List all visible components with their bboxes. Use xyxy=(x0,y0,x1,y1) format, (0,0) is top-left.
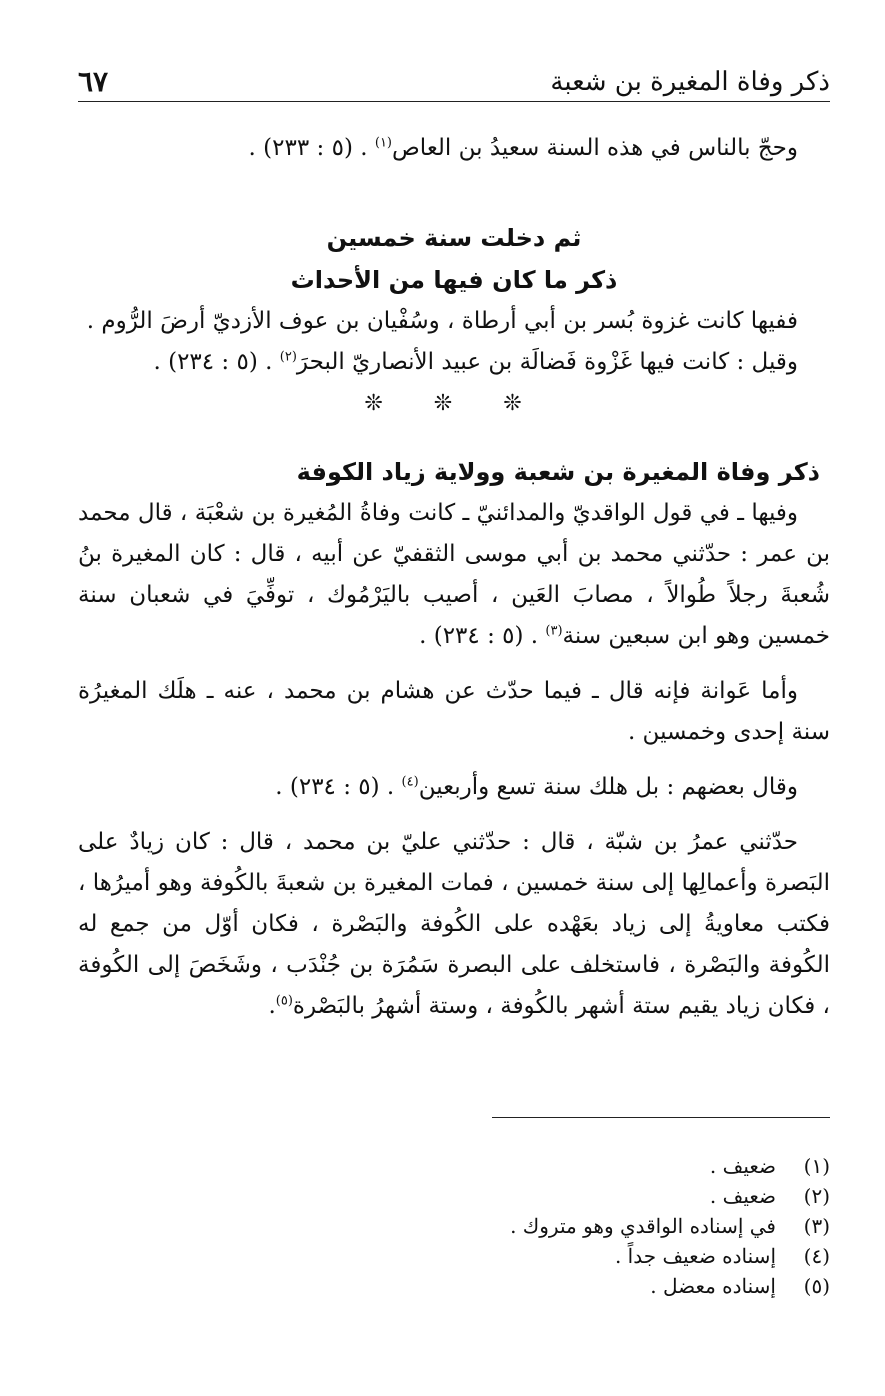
paragraph-ziyad xyxy=(78,822,830,1027)
footnote-text: إسناده ضعيف جداً . xyxy=(614,1244,776,1268)
running-header xyxy=(78,62,830,102)
paragraph-others xyxy=(78,767,830,808)
spacer xyxy=(78,808,830,822)
paragraph-text: وقال بعضهم : بل هلك سنة تسع وأربعين xyxy=(418,774,798,800)
spacer xyxy=(78,421,830,451)
footnotes-list xyxy=(78,1151,830,1301)
footnote-ref: (٢) xyxy=(279,349,297,365)
footnote-text: في إسناده الواقدي وهو متروك . xyxy=(510,1214,776,1238)
book-page xyxy=(78,0,830,1396)
citation: . (٥ : ٢٣٤) . xyxy=(153,349,280,375)
citation: . (٥ : ٢٣٣) . xyxy=(248,135,375,161)
heading-year: ثم دخلت سنة خمسين xyxy=(326,224,582,252)
heading-section: ذكر وفاة المغيرة بن شعبة وولاية زياد الكوفة xyxy=(296,458,820,486)
paragraph-text: وحجّ بالناس في هذه السنة سعيدُ بن العاص xyxy=(392,135,798,161)
citation: . (٥ : ٢٣٤) . xyxy=(275,774,402,800)
footnote-ref: (٥) xyxy=(275,993,293,1009)
paragraph-text: حدّثني عمرُ بن شبّة ، قال : حدّثني عليّ بن محمد ، قال : كان زيادٌ على البَصرة وأعمالِها إلى سنة خمسين ، فمات المغيرة بن شعبةَ بالكُوفة وهو أميرُها ، فكتب معاويةُ إلى زياد بعَهْده على الكُوفة والبَصْرة ، فكان أوّل من جمع له الكُوفة والبَصْرة ، فاستخلف على البصرة سَمُرَة بن جُنْدَب ، وشَخَصَ إلى الكُوفة ، فكان زياد يقيم ستة أشهر بالكُوفة ، وستة أشهرُ بالبَصْرة xyxy=(78,829,830,1019)
footnote-number: (٢) xyxy=(803,1184,830,1208)
heading-events: ذكر ما كان فيها من الأحداث xyxy=(290,266,618,294)
footnote-number: (٥) xyxy=(803,1274,830,1298)
footnote-item xyxy=(78,1181,830,1211)
footnote-number: (١) xyxy=(803,1154,830,1178)
footnote-number: (٤) xyxy=(803,1244,830,1268)
citation: . (٥ : ٢٣٤) . xyxy=(419,623,546,649)
footnote-item xyxy=(78,1151,830,1181)
citation: . xyxy=(268,993,276,1019)
footnote-text: ضعيف . xyxy=(709,1154,776,1178)
paragraph-raids: ففيها كانت غزوة بُسر بن أبي أرطاة ، وسُفْيان بن عوف الأزديّ أرضَ الرُّوم . xyxy=(86,308,798,334)
spacer xyxy=(78,657,830,671)
section-separator: ❊ ❊ ❊ xyxy=(364,391,544,416)
paragraph-text: وقيل : كانت فيها غَزْوة فَضالَة بن عبيد الأنصاريّ البحرَ xyxy=(296,349,798,375)
header-title: ذكر وفاة المغيرة بن شعبة xyxy=(550,67,830,97)
footnote-item xyxy=(78,1211,830,1241)
spacer xyxy=(78,753,830,767)
page-content xyxy=(78,128,830,1027)
page-number: ٦٧ xyxy=(78,65,109,98)
footnote-item xyxy=(78,1241,830,1271)
paragraph-awana: وأما عَوانة فإنه قال ـ فيما حدّث عن هشام بن محمد ، عنه ـ هلَك المغيرُة سنة إحدى وخمسين . xyxy=(78,678,830,745)
footnote-number: (٣) xyxy=(803,1214,830,1238)
footnote-divider xyxy=(492,1117,830,1118)
paragraph-text: وفيها ـ في قول الواقديّ والمدائنيّ ـ كانت وفاةُ المُغيرة بن شعْبَة ، قال محمد بن عمر : حدّثني محمد بن أبي موسى الثقفيّ عن أبيه ، قال : كان المغيرة بنُ شُعبةَ رجلاً طُوالاً ، مصابَ العَين ، أصيب باليَرْمُوك ، توفِّيَ في شعبان سنة خمسين وهو ابن سبعين سنة xyxy=(78,500,830,649)
footnote-ref: (٣) xyxy=(545,623,563,639)
paragraph-mughira-death xyxy=(78,493,830,657)
spacer xyxy=(78,169,830,217)
paragraph-hajj xyxy=(78,128,830,169)
footnote-ref: (٤) xyxy=(401,774,419,790)
footnote-item xyxy=(78,1271,830,1301)
paragraph-fadala xyxy=(78,342,830,383)
footnote-text: ضعيف . xyxy=(709,1184,776,1208)
footnote-ref: (١) xyxy=(374,135,392,151)
footnote-text: إسناده معضل . xyxy=(650,1274,776,1298)
